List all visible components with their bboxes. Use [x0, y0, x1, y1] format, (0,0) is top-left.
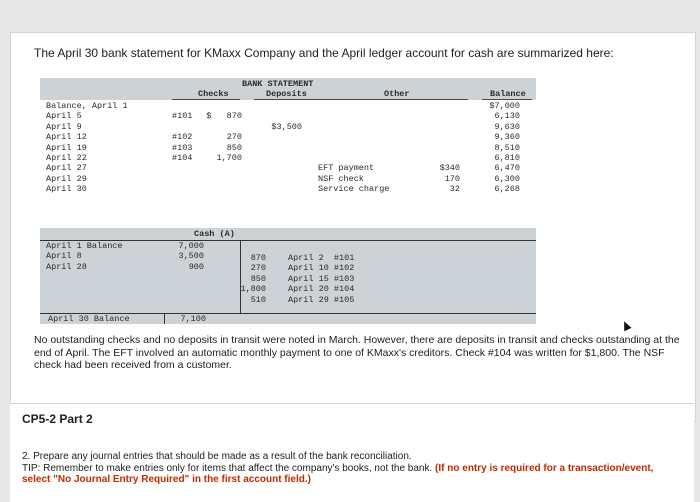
statement-cell-balance: 8,510: [494, 142, 520, 153]
ledger-credit-amount: 1,800: [240, 284, 266, 295]
statement-cell-amount: 270: [226, 132, 242, 143]
intro-text: The April 30 bank statement for KMaxx Company and the April ledger account for cash are summarized here:: [34, 46, 614, 60]
ledger-credit-amount: 870: [250, 253, 266, 263]
statement-cell-date: Balance, April 1: [46, 101, 128, 111]
statement-cell-check: #102: [172, 132, 193, 143]
balance-underline: [482, 99, 532, 100]
statement-cell-other-amt: 170: [444, 173, 460, 184]
statement-cell-amount: 850: [226, 142, 242, 153]
statement-cell-check: #103: [172, 142, 193, 153]
statement-cell-date: April 19: [46, 142, 87, 153]
statement-cell-date: April 12: [46, 132, 87, 143]
ledger-debit-amount: 900: [188, 261, 204, 272]
ledger-debit-label: April 8: [46, 251, 82, 262]
tip-bold: (If no entry is required for a transaction/event, select "No Journal Entry Required" in the first account field.): [22, 462, 654, 485]
statement-cell-date: April 29: [46, 173, 87, 184]
balance-header: Balance: [490, 89, 526, 99]
statement-cell-balance: $7,000: [489, 101, 520, 111]
statement-cell-date: April 9: [46, 121, 82, 132]
statement-cell-date: April 5: [46, 111, 82, 122]
statement-cell-date: April 22: [46, 153, 87, 163]
other-header: Other: [384, 89, 410, 99]
problem-paragraph: No outstanding checks and no deposits in transit were noted in March. However, there are deposits in transit and checks outstanding at the end of April. The EFT involved an automatic monthly payment to one of KMaxx's creditors. Check #104 was written for $1,800. The NSF check had been received from a customer.: [34, 334, 680, 371]
statement-cell-balance: 6,130: [494, 111, 520, 122]
statement-cell-balance: 9,360: [494, 132, 520, 143]
statement-cell-other-desc: EFT payment: [318, 163, 375, 174]
statement-cell-balance: 6,300: [494, 173, 520, 184]
ledger-debit-label: April 1 Balance: [46, 241, 123, 251]
statement-cell-balance: 6,470: [494, 163, 520, 174]
ledger-credit-label: April 20 #104: [288, 284, 355, 295]
statement-cell-other-amt: 32: [449, 184, 460, 195]
statement-cell-check: #101: [172, 111, 193, 122]
checks-underline: [172, 99, 240, 100]
question-text: [22, 451, 682, 486]
statement-cell-amount: 1,700: [216, 153, 242, 163]
ledger-credit-label: April 15 #103: [288, 273, 355, 284]
ledger-debit-amount: 3,500: [178, 251, 204, 262]
statement-cell-check: #104: [172, 153, 193, 163]
ledger-credit-label: April 2 #101: [288, 253, 355, 263]
statement-title: BANK STATEMENT: [242, 79, 314, 89]
ledger-credit-amount: 510: [250, 294, 266, 305]
ledger-debit-label: April 28: [46, 261, 87, 272]
statement-cell-balance: 6,268: [494, 184, 520, 195]
statement-cell-balance: 6,810: [494, 153, 520, 163]
statement-cell-amount: $ 870: [206, 111, 242, 122]
ledger-credit-amount: 850: [250, 273, 266, 284]
statement-cell-date: April 27: [46, 163, 87, 174]
ledger-title: Cash (A): [194, 229, 235, 239]
ledger-debit-amount: 7,000: [178, 241, 204, 251]
statement-cell-other-desc: NSF check: [318, 173, 364, 184]
ledger-balance-rule: [164, 313, 165, 324]
question-line: 2. Prepare any journal entries that should be made as a result of the bank reconciliation.: [22, 451, 412, 462]
statement-cell-other-desc: Service charge: [318, 184, 390, 195]
part-title: CP5-2 Part 2: [22, 412, 93, 426]
tip-label: TIP: Remember to make entries only for items that affect the company's books, not the bank.: [22, 462, 436, 474]
tip-text: [22, 463, 682, 486]
statement-cell-date: April 30: [46, 184, 87, 195]
ledger-credit-label: April 29 #105: [288, 294, 355, 305]
statement-cell-other-amt: $340: [439, 163, 460, 174]
ending-balance-label: April 30 Balance: [48, 314, 130, 324]
statement-cell-balance: 9,630: [494, 121, 520, 132]
ending-balance-amount: 7,100: [180, 314, 206, 324]
other-underline: [314, 99, 468, 100]
ledger-credit-amount: 270: [250, 263, 266, 274]
checks-header: Checks: [198, 89, 229, 99]
deposits-header: Deposits: [266, 89, 307, 99]
ledger-credit-label: April 10 #102: [288, 263, 355, 274]
statement-cell-deposit: $3,500: [271, 121, 302, 132]
